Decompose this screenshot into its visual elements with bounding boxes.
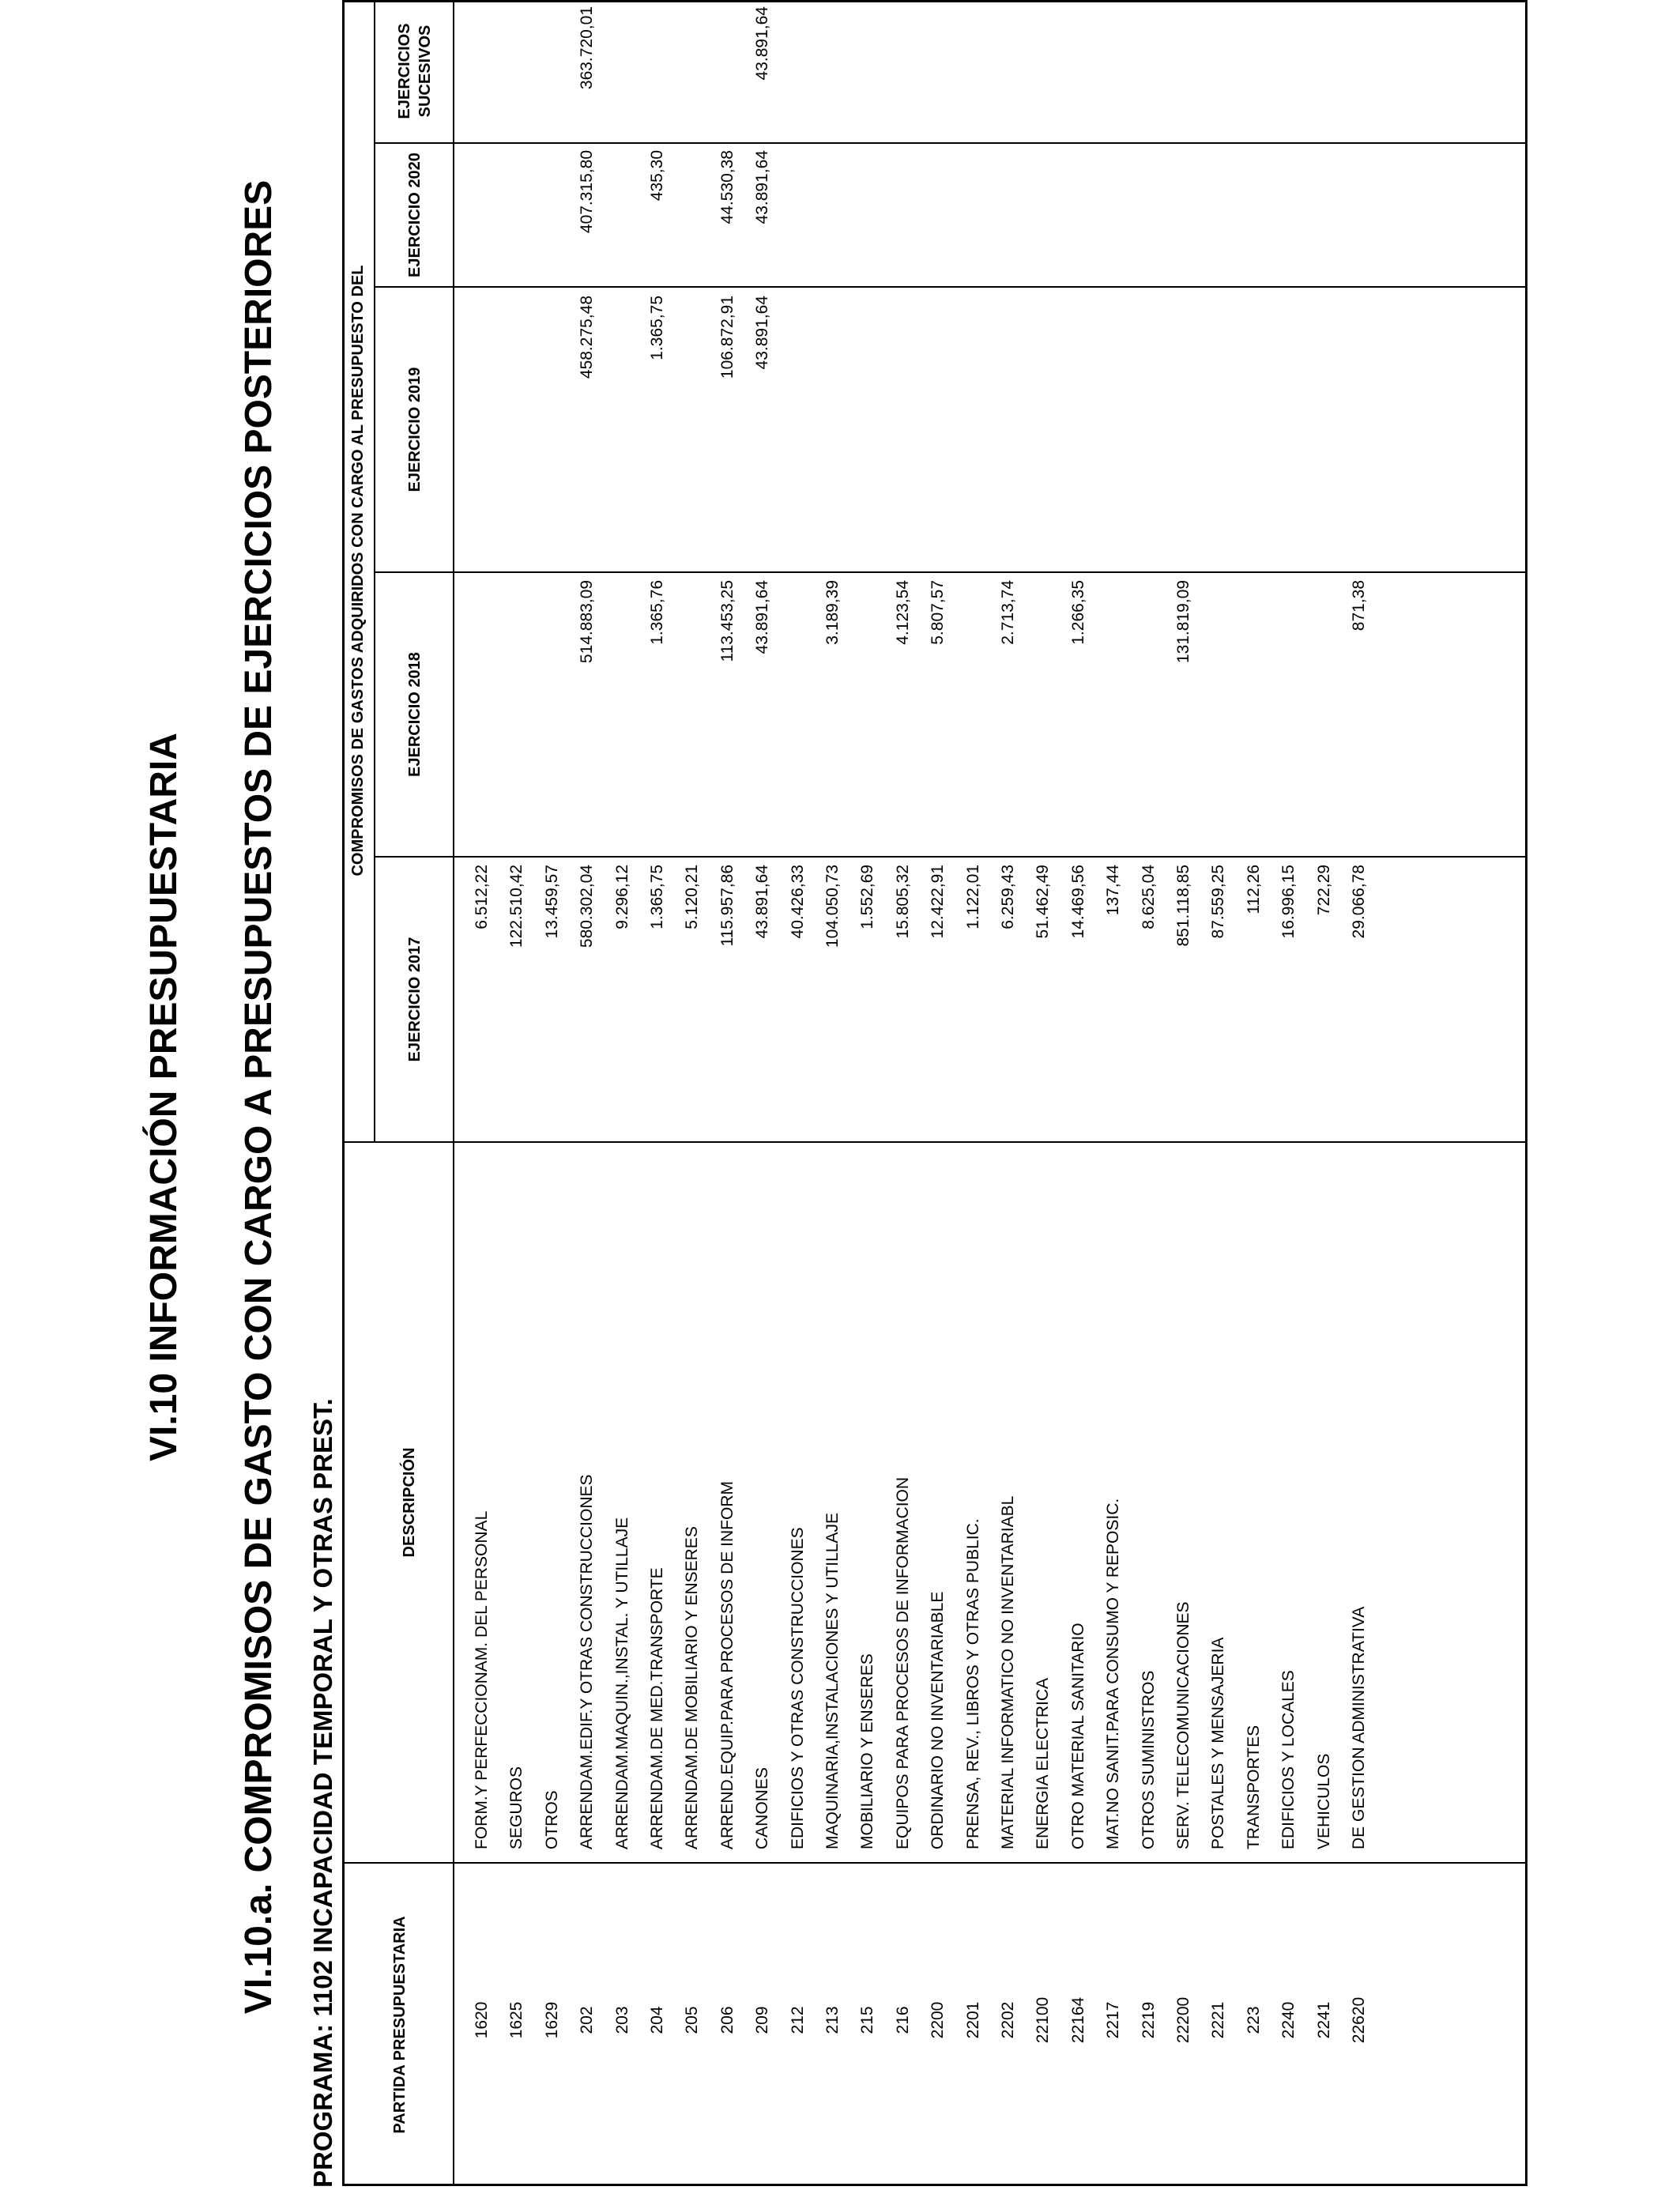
row-ejercicio-2019 [781,296,816,566]
header-ejercicio-2017: EJERCICIO 2017 [406,937,424,1062]
row-descripcion: ARRENDAM.EDIF.Y OTRAS CONSTRUCCIONES [578,1474,597,1849]
row-descripcion: FORM.Y PERFECCIONAM. DEL PERSONAL [473,1510,491,1849]
row-ejercicio-2019: 106.872,91 [718,296,736,379]
row-ejercicios-sucesivos [956,6,991,138]
row-ejercicio-2019 [1307,296,1342,566]
row-ejercicios-sucesivos [1307,6,1342,138]
row-ejercicio-2018 [1201,580,1236,850]
table-row [499,0,534,2186]
row-ejercicio-2017: 13.459,57 [542,865,561,939]
row-descripcion: ARREND.EQUIP.PARA PROCESOS DE INFORM [718,1481,736,1849]
header-group: COMPROMISOS DE GASTOS ADQUIRIDOS CON CARGO AL PRESUPUESTO DEL [349,265,367,876]
row-descripcion: MOBILIARIO Y ENSERES [858,1653,877,1849]
program-label: PROGRAMA: 1102 INCAPACIDAD TEMPORAL Y OTRAS PREST. [308,1398,337,2188]
table-row [991,0,1026,2186]
row-partida: 22100 [1034,1996,1053,2044]
row-partida: 209 [753,2006,772,2034]
row-partida: 223 [1244,2006,1263,2034]
table-row [921,0,955,2186]
row-ejercicio-2018 [605,580,640,850]
row-ejercicio-2018: 2.713,74 [999,580,1017,645]
row-descripcion: OTROS [542,1790,561,1849]
row-ejercicio-2019 [886,296,921,566]
row-partida: 22164 [1068,1996,1087,2044]
row-ejercicio-2017: 104.050,73 [823,865,842,948]
row-partida: 213 [823,2006,842,2034]
row-ejercicio-2018 [1271,580,1306,850]
row-ejercicio-2018: 871,38 [1350,580,1368,631]
row-ejercicio-2017: 1.122,01 [963,865,982,929]
row-ejercicio-2020 [1096,150,1131,281]
table-row [1061,0,1096,2186]
row-ejercicio-2019 [921,296,955,566]
table-row [535,0,570,2186]
table-row [956,0,991,2186]
row-partida: 2219 [1139,2001,1158,2039]
row-ejercicio-2019 [1237,296,1271,566]
table-row [1132,0,1166,2186]
row-ejercicio-2018 [1237,580,1271,850]
row-ejercicios-sucesivos [605,6,640,138]
row-ejercicio-2019 [1271,296,1306,566]
row-ejercicio-2018 [1096,580,1131,850]
row-partida: 2201 [963,2001,982,2039]
row-ejercicio-2017: 9.296,12 [612,865,631,929]
table-row [1342,0,1377,2186]
header-ejercicios-sucesivos: EJERCICIOS SUCESIVOS [396,23,434,119]
row-ejercicio-2019 [675,296,710,566]
row-ejercicio-2017: 137,44 [1104,865,1123,916]
row-descripcion: VEHICULOS [1314,1753,1333,1849]
row-descripcion: DE GESTION ADMINISTRATIVA [1350,1606,1368,1849]
row-descripcion: ENERGIA ELECTRICA [1034,1677,1053,1849]
row-ejercicio-2017: 122.510,42 [507,865,526,948]
row-descripcion: EDIFICIOS Y LOCALES [1279,1670,1298,1849]
row-descripcion: CANONES [753,1767,772,1849]
row-descripcion: PRENSA, REV., LIBROS Y OTRAS PUBLIC. [963,1518,982,1849]
table-row [1096,0,1131,2186]
row-ejercicios-sucesivos [675,6,710,138]
row-ejercicio-2019 [605,296,640,566]
row-ejercicios-sucesivos [991,6,1026,138]
row-ejercicio-2019 [499,296,534,566]
table-row [710,0,745,2186]
row-ejercicio-2018 [1307,580,1342,850]
row-ejercicio-2020 [605,150,640,281]
row-ejercicio-2019 [1166,296,1201,566]
row-partida: 204 [648,2006,666,2034]
table-row [605,0,640,2186]
row-ejercicio-2019 [850,296,885,566]
table-row [816,0,850,2186]
row-ejercicio-2020: 43.891,64 [753,150,772,224]
row-ejercicios-sucesivos [781,6,816,138]
row-partida: 206 [718,2006,736,2034]
row-ejercicio-2019 [1132,296,1166,566]
row-ejercicio-2017: 115.957,86 [718,865,736,947]
row-ejercicio-2020 [535,150,570,281]
row-partida: 22200 [1174,1996,1192,2044]
row-ejercicio-2020: 407.315,80 [578,150,597,234]
row-ejercicio-2019 [1096,296,1131,566]
row-ejercicios-sucesivos [1132,6,1166,138]
row-ejercicios-sucesivos [816,6,850,138]
row-ejercicio-2019: 458.275,48 [578,296,597,379]
row-ejercicios-sucesivos [921,6,955,138]
row-partida: 203 [612,2006,631,2034]
row-ejercicio-2020 [850,150,885,281]
table-row [570,0,605,2186]
row-descripcion: OTRO MATERIAL SANITARIO [1068,1623,1087,1849]
row-ejercicio-2017: 112,26 [1244,865,1263,914]
row-ejercicios-sucesivos [1201,6,1236,138]
row-ejercicio-2020 [1307,150,1342,281]
header-ejercicio-2018: EJERCICIO 2018 [406,652,424,777]
row-ejercicio-2020 [991,150,1026,281]
table-row [1026,0,1060,2186]
row-ejercicio-2017: 5.120,21 [683,865,702,929]
row-ejercicios-sucesivos [499,6,534,138]
row-ejercicio-2018: 131.819,09 [1174,580,1192,664]
row-descripcion: POSTALES Y MENSAJERIA [1209,1637,1228,1849]
row-ejercicio-2017: 40.426,33 [788,865,807,939]
header-ejercicio-2019: EJERCICIO 2019 [406,367,424,492]
row-partida: 1620 [473,2001,491,2039]
row-ejercicio-2019 [1342,296,1377,566]
row-ejercicios-sucesivos [1237,6,1271,138]
row-ejercicio-2019 [816,296,850,566]
row-ejercicio-2018 [675,580,710,850]
row-ejercicio-2020: 44.530,38 [718,150,736,224]
table-row [1307,0,1342,2186]
row-ejercicios-sucesivos [1026,6,1060,138]
row-ejercicio-2019 [1061,296,1096,566]
row-partida: 215 [858,2006,877,2034]
row-ejercicios-sucesivos [850,6,885,138]
row-partida: 205 [683,2006,702,2034]
row-ejercicios-sucesivos [886,6,921,138]
table-row [1166,0,1201,2186]
row-ejercicios-sucesivos [640,6,675,138]
row-partida: 2217 [1104,2001,1123,2039]
row-ejercicio-2018 [1026,580,1060,850]
row-ejercicio-2019 [956,296,991,566]
row-ejercicio-2020 [1166,150,1201,281]
row-ejercicio-2018 [956,580,991,850]
table-row [1271,0,1306,2186]
row-ejercicio-2019 [465,296,499,566]
table-row [675,0,710,2186]
row-ejercicios-sucesivos [1166,6,1201,138]
row-partida: 22620 [1350,1996,1368,2044]
row-ejercicio-2017: 43.891,64 [753,865,772,939]
row-ejercicio-2017: 87.559,25 [1209,865,1228,939]
row-descripcion: MATERIAL INFORMATICO NO INVENTARIABL [999,1495,1017,1849]
table-row [745,0,780,2186]
row-ejercicio-2020: 435,30 [648,150,666,202]
row-ejercicio-2018: 3.189,39 [823,580,842,645]
row-ejercicio-2017: 1.365,75 [648,865,666,929]
row-ejercicios-sucesivos [710,6,745,138]
row-ejercicio-2020 [1237,150,1271,281]
row-descripcion: MAT.NO SANIT.PARA CONSUMO Y REPOSIC. [1104,1498,1123,1849]
row-ejercicio-2017: 580.302,04 [578,865,597,948]
row-ejercicio-2020 [499,150,534,281]
row-ejercicio-2017: 1.552,69 [858,865,877,929]
table-row [886,0,921,2186]
row-descripcion: MAQUINARIA,INSTALACIONES Y UTILLAJE [823,1513,842,1849]
row-ejercicio-2018: 514.883,09 [578,580,597,664]
row-ejercicio-2020 [465,150,499,281]
row-descripcion: TRANSPORTES [1244,1725,1263,1849]
row-ejercicio-2020 [1201,150,1236,281]
row-ejercicio-2020 [956,150,991,281]
page-title: VI.10 INFORMACIÓN PRESUPUESTARIA [143,733,185,1461]
row-descripcion: SERV. TELECOMUNICACIONES [1174,1601,1192,1849]
row-partida: 2241 [1314,2001,1333,2039]
row-partida: 2200 [929,2001,947,2039]
row-descripcion: ARRENDAM.DE MED.TRANSPORTE [648,1567,666,1849]
row-descripcion: ARRENDAM.DE MOBILIARIO Y ENSERES [683,1526,702,1849]
row-ejercicio-2020 [816,150,850,281]
row-descripcion: OTROS SUMINISTROS [1139,1670,1158,1849]
row-ejercicio-2019 [535,296,570,566]
table-row [1201,0,1236,2186]
row-ejercicio-2017: 12.422,91 [929,865,947,939]
row-partida: 2202 [999,2001,1017,2039]
row-ejercicio-2018: 1.365,76 [648,580,666,645]
row-ejercicio-2017: 722,29 [1314,865,1333,916]
row-ejercicios-sucesivos: 363.720,01 [578,6,597,90]
row-ejercicio-2017: 6.512,22 [473,865,491,929]
table-row [465,0,499,2186]
page-subtitle: VI.10.a. COMPROMISOS DE GASTO CON CARGO A PRESUPUESTOS DE EJERCICIOS POSTERIORES [238,179,280,2015]
row-ejercicio-2018 [850,580,885,850]
row-ejercicio-2019 [1201,296,1236,566]
row-descripcion: EDIFICIOS Y OTRAS CONSTRUCCIONES [788,1527,807,1849]
row-descripcion: ARRENDAM.MAQUIN.,INSTAL. Y UTILLAJE [612,1517,631,1849]
row-partida: 2221 [1209,2001,1228,2039]
row-ejercicios-sucesivos [1061,6,1096,138]
row-ejercicios-sucesivos [1096,6,1131,138]
table-row [640,0,675,2186]
row-descripcion: ORDINARIO NO INVENTARIABLE [929,1591,947,1849]
row-ejercicio-2018 [499,580,534,850]
row-ejercicios-sucesivos [1271,6,1306,138]
row-ejercicio-2017: 16.996,15 [1279,865,1298,939]
row-partida: 2240 [1279,2001,1298,2039]
row-ejercicio-2020 [921,150,955,281]
row-ejercicio-2018 [1132,580,1166,850]
row-ejercicio-2020 [1132,150,1166,281]
row-ejercicio-2019 [1026,296,1060,566]
row-ejercicios-sucesivos [1342,6,1377,138]
row-ejercicio-2018: 43.891,64 [753,580,772,654]
row-ejercicio-2018 [465,580,499,850]
row-ejercicio-2019: 1.365,75 [648,296,666,360]
row-descripcion: SEGUROS [507,1766,526,1849]
row-ejercicio-2020 [886,150,921,281]
row-ejercicio-2017: 29.066,78 [1350,865,1368,939]
row-ejercicio-2018: 1.266,35 [1068,580,1087,645]
row-ejercicio-2020 [1026,150,1060,281]
row-ejercicio-2020 [781,150,816,281]
header-ejercicio-2020: EJERCICIO 2020 [406,153,424,277]
row-ejercicio-2017: 6.259,43 [999,865,1017,929]
row-ejercicio-2017: 14.469,56 [1068,865,1087,939]
row-partida: 202 [578,2006,597,2034]
row-ejercicios-sucesivos [535,6,570,138]
row-ejercicio-2020 [1061,150,1096,281]
row-ejercicios-sucesivos [465,6,499,138]
header-descripcion: DESCRIPCIÓN [401,1447,418,1558]
row-ejercicio-2017: 851.118,85 [1174,865,1192,947]
row-ejercicio-2017: 15.805,32 [893,865,912,939]
row-descripcion: EQUIPOS PARA PROCESOS DE INFORMACION [893,1476,912,1849]
row-ejercicio-2019 [991,296,1026,566]
header-partida: PARTIDA PRESUPUESTARIA [391,1916,409,2134]
row-ejercicio-2018 [535,580,570,850]
row-ejercicio-2018 [781,580,816,850]
row-ejercicio-2020 [1342,150,1377,281]
row-ejercicio-2017: 51.462,49 [1034,865,1053,939]
table-row [850,0,885,2186]
row-ejercicio-2018: 4.123,54 [893,580,912,645]
row-ejercicio-2020 [675,150,710,281]
row-partida: 212 [788,2006,807,2034]
row-ejercicios-sucesivos: 43.891,64 [753,6,772,81]
row-ejercicio-2019: 43.891,64 [753,296,772,370]
row-partida: 216 [893,2006,912,2034]
table-row [781,0,816,2186]
row-partida: 1625 [507,2001,526,2039]
row-ejercicio-2020 [1271,150,1306,281]
row-ejercicio-2018: 5.807,57 [929,580,947,645]
table-row [1237,0,1271,2186]
row-partida: 1629 [542,2001,561,2039]
row-ejercicio-2017: 8.625,04 [1139,865,1158,929]
row-ejercicio-2018: 113.453,25 [718,580,736,662]
